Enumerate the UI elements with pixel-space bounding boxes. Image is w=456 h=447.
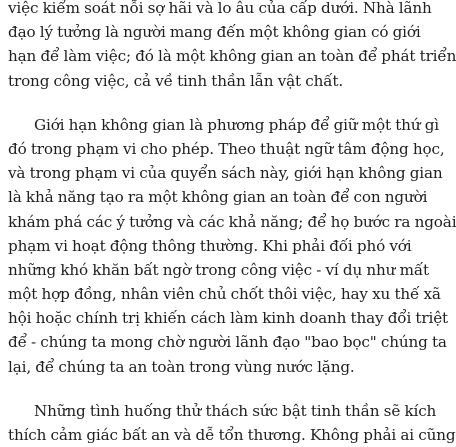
text-line: những khó khăn bất ngờ trong công việc - ví dụ như mất: [8, 260, 429, 279]
paragraph-gap: [0, 93, 400, 113]
text-line: là khả năng tạo ra một không gian an toàn để con người: [8, 188, 428, 207]
text-line: một hợp đồng, nhân viên chủ chốt thôi việc, hay xu thế xã: [8, 285, 441, 304]
paragraph-3: [0, 399, 456, 447]
text-line: thích cảm giác bất an và dễ tổn thương. Không phải ai cũng: [8, 426, 456, 444]
text-line: trong công việc, cả về tinh thần lẫn vật chất.: [8, 71, 344, 90]
text-line: và trong phạm vi của quyển sách này, giới hạn không gian: [8, 164, 443, 183]
text-line: đó trong phạm vi cho phép. Theo thuật ngữ tâm động học,: [8, 139, 445, 158]
text-line: đạo lý tưởng là người mang đến một không gian có giới: [8, 23, 421, 42]
text-line: khám phá các ý tưởng và các khả năng; để họ bước ra ngoài: [8, 212, 456, 231]
text-line: hội hoặc chính trị khiến cách làm kinh doanh thay đổi triệt: [8, 309, 448, 328]
paragraph-gap: [0, 379, 400, 399]
text-line: hạn để làm việc; đó là một không gian an toàn để phát triển: [8, 47, 456, 66]
text-line: việc kiểm soát nỗi sợ hãi và lo âu của cấp dưới. Nhà lãnh: [8, 0, 432, 17]
paragraph-2: [0, 113, 456, 379]
text-line: phạm vi hoạt động thông thường. Khi phải đối phó với: [8, 236, 412, 255]
text-line: Những tình huống thử thách sức bật tinh thần sẽ kích: [34, 401, 437, 420]
paragraph-1: [0, 0, 456, 93]
text-line: Giới hạn không gian là phương pháp để giữ một thứ gì: [34, 115, 440, 134]
text-line: để - chúng ta mong chờ người lãnh đạo "bao bọc" chúng ta: [8, 333, 447, 352]
text-line: lại, để chúng ta an toàn trong vùng nước lặng.: [8, 357, 355, 376]
